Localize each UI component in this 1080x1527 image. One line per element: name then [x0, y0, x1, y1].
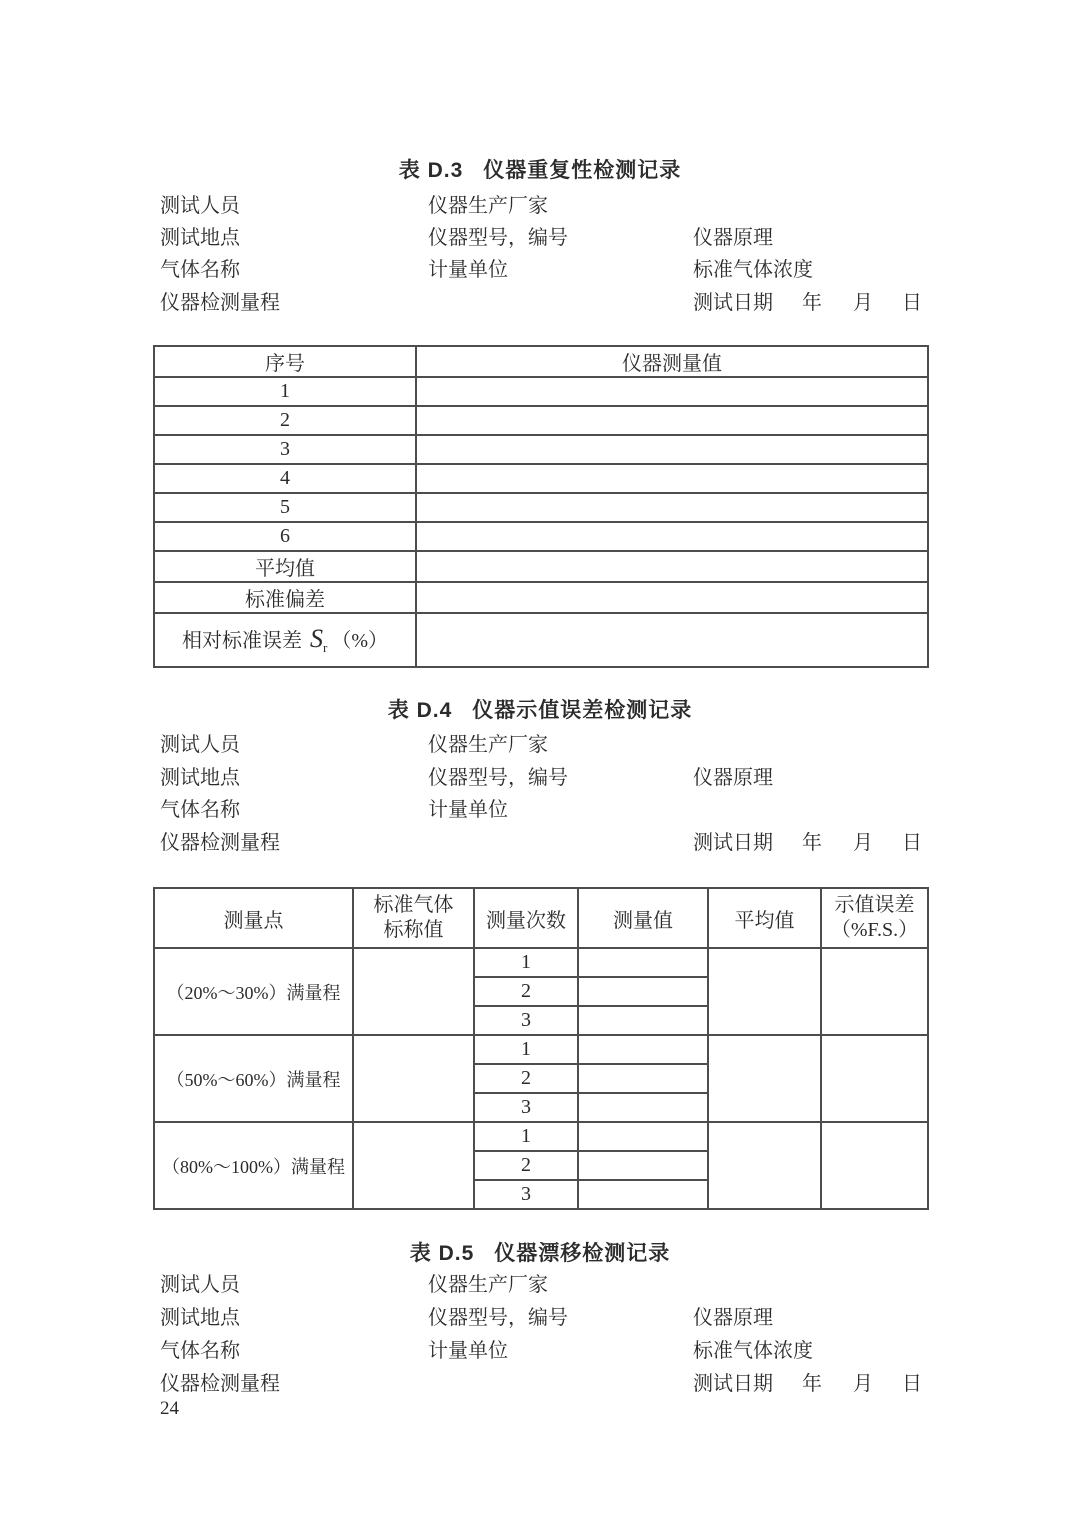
sr-subscript: r: [322, 640, 328, 655]
table-d5-title-number: 表 D.5: [409, 1242, 475, 1265]
table-d3-title: [153, 158, 927, 184]
d5-field-row-2: [0, 1306, 1080, 1330]
field-label-detection-range: 仪器检测量程: [160, 1373, 280, 1395]
empty-value-cell: [578, 1122, 708, 1151]
row-label: 5: [154, 493, 416, 522]
empty-nominal-cell: [353, 1122, 474, 1209]
field-label-location: 测试地点: [160, 1307, 240, 1329]
d4-field-row-3: [0, 798, 1080, 822]
column-header-measure-value: 测量值: [578, 888, 708, 948]
field-label-principle: 仪器原理: [693, 227, 773, 249]
empty-average-cell: [708, 1035, 821, 1122]
repeatability-record-table: [153, 345, 929, 668]
times-cell: 1: [474, 1035, 578, 1064]
d5-field-row-1: [0, 1273, 1080, 1297]
empty-value-cell: [416, 582, 928, 613]
d3-field-row-3: [0, 258, 1080, 282]
empty-value-cell: [578, 1180, 708, 1209]
field-label-tester: 测试人员: [160, 734, 240, 756]
measure-point-20-30: （20%～30%）满量程: [154, 948, 353, 1035]
times-cell: 2: [474, 1151, 578, 1180]
d4-field-row-1: [0, 733, 1080, 757]
d4-field-row-2: [0, 766, 1080, 790]
empty-value-cell: [416, 551, 928, 582]
times-cell: 1: [474, 948, 578, 977]
column-header-seq: 序号: [154, 346, 416, 377]
row-label: 3: [154, 435, 416, 464]
field-label-principle: 仪器原理: [693, 767, 773, 789]
table-d5-title-text: 仪器漂移检测记录: [494, 1242, 671, 1265]
field-label-gas-name: 气体名称: [160, 259, 240, 281]
d5-field-row-4: [0, 1372, 1080, 1396]
table-d5-title: [153, 1241, 927, 1267]
field-label-test-date: 测试日期: [693, 1373, 773, 1395]
field-label-month: 月: [853, 1373, 873, 1395]
column-header-measure-times: 测量次数: [474, 888, 578, 948]
empty-error-cell: [821, 948, 928, 1035]
field-label-tester: 测试人员: [160, 1274, 240, 1296]
table-d4-title-text: 仪器示值误差检测记录: [472, 699, 693, 722]
field-label-year: 年: [802, 292, 822, 314]
field-label-unit: 计量单位: [428, 1340, 508, 1362]
field-label-std-gas-concentration: 标准气体浓度: [693, 1340, 813, 1362]
table-d4-title: [153, 698, 927, 724]
column-header-average: 平均值: [708, 888, 821, 948]
field-label-day: 日: [902, 292, 922, 314]
times-cell: 2: [474, 1064, 578, 1093]
table-d3-title-number: 表 D.3: [398, 159, 464, 182]
d3-field-row-1: [0, 194, 1080, 218]
field-label-detection-range: 仪器检测量程: [160, 832, 280, 854]
row-label: 2: [154, 406, 416, 435]
table-d4-title-number: 表 D.4: [387, 699, 453, 722]
field-label-principle: 仪器原理: [693, 1307, 773, 1329]
field-label-model-number: 仪器型号，编号: [428, 1307, 568, 1329]
column-header-measured-value: 仪器测量值: [416, 346, 928, 377]
field-label-std-gas-concentration: 标准气体浓度: [693, 259, 813, 281]
d4-field-row-4: [0, 831, 1080, 855]
field-label-unit: 计量单位: [428, 799, 508, 821]
empty-nominal-cell: [353, 948, 474, 1035]
field-label-manufacturer: 仪器生产厂家: [428, 1274, 548, 1296]
field-label-year: 年: [802, 1373, 822, 1395]
row-label: 4: [154, 464, 416, 493]
field-label-year: 年: [802, 832, 822, 854]
field-label-manufacturer: 仪器生产厂家: [428, 734, 548, 756]
d3-field-row-4: [0, 291, 1080, 315]
field-label-unit: 计量单位: [428, 259, 508, 281]
measure-point-50-60: （50%～60%）满量程: [154, 1035, 353, 1122]
row-label-average: 平均值: [154, 551, 416, 582]
d5-field-row-3: [0, 1339, 1080, 1363]
field-label-model-number: 仪器型号，编号: [428, 767, 568, 789]
field-label-location: 测试地点: [160, 227, 240, 249]
empty-value-cell: [578, 1064, 708, 1093]
field-label-model-number: 仪器型号，编号: [428, 227, 568, 249]
times-cell: 1: [474, 1122, 578, 1151]
empty-value-cell: [578, 1035, 708, 1064]
empty-value-cell: [416, 406, 928, 435]
indication-error-record-table: [153, 887, 929, 1210]
column-header-measure-point: 测量点: [154, 888, 353, 948]
measure-point-80-100: （80%～100%）满量程: [154, 1122, 353, 1209]
empty-average-cell: [708, 1122, 821, 1209]
empty-value-cell: [416, 435, 928, 464]
empty-value-cell: [578, 1093, 708, 1122]
empty-value-cell: [416, 377, 928, 406]
times-cell: 3: [474, 1093, 578, 1122]
sr-symbol: S: [309, 624, 323, 653]
empty-value-cell: [578, 977, 708, 1006]
empty-value-cell: [578, 1006, 708, 1035]
empty-value-cell: [416, 613, 928, 667]
table-d3-title-text: 仪器重复性检测记录: [483, 159, 682, 182]
sr-percent: （%）: [331, 630, 388, 652]
empty-value-cell: [578, 948, 708, 977]
field-label-gas-name: 气体名称: [160, 799, 240, 821]
row-label-relative-std-error: 相对标准误差 $S_r$ （%）: [154, 613, 416, 667]
empty-average-cell: [708, 948, 821, 1035]
field-label-test-date: 测试日期: [693, 832, 773, 854]
field-label-month: 月: [853, 832, 873, 854]
empty-nominal-cell: [353, 1035, 474, 1122]
times-cell: 3: [474, 1180, 578, 1209]
field-label-detection-range: 仪器检测量程: [160, 292, 280, 314]
field-label-month: 月: [853, 292, 873, 314]
field-label-day: 日: [902, 832, 922, 854]
empty-value-cell: [578, 1151, 708, 1180]
column-header-std-gas-nominal: 标准气体 标称值: [353, 888, 474, 948]
empty-error-cell: [821, 1035, 928, 1122]
row-label: 1: [154, 377, 416, 406]
times-cell: 2: [474, 977, 578, 1006]
empty-value-cell: [416, 493, 928, 522]
field-label-manufacturer: 仪器生产厂家: [428, 195, 548, 217]
page-number: 24: [160, 1398, 179, 1419]
empty-value-cell: [416, 464, 928, 493]
row-label-std-deviation: 标准偏差: [154, 582, 416, 613]
empty-error-cell: [821, 1122, 928, 1209]
field-label-test-date: 测试日期: [693, 292, 773, 314]
field-label-gas-name: 气体名称: [160, 1340, 240, 1362]
column-header-indication-error: 示值误差 （%F.S.）: [821, 888, 928, 948]
times-cell: 3: [474, 1006, 578, 1035]
empty-value-cell: [416, 522, 928, 551]
field-label-location: 测试地点: [160, 767, 240, 789]
row-label: 6: [154, 522, 416, 551]
field-label-tester: 测试人员: [160, 195, 240, 217]
field-label-day: 日: [902, 1373, 922, 1395]
d3-field-row-2: [0, 226, 1080, 250]
